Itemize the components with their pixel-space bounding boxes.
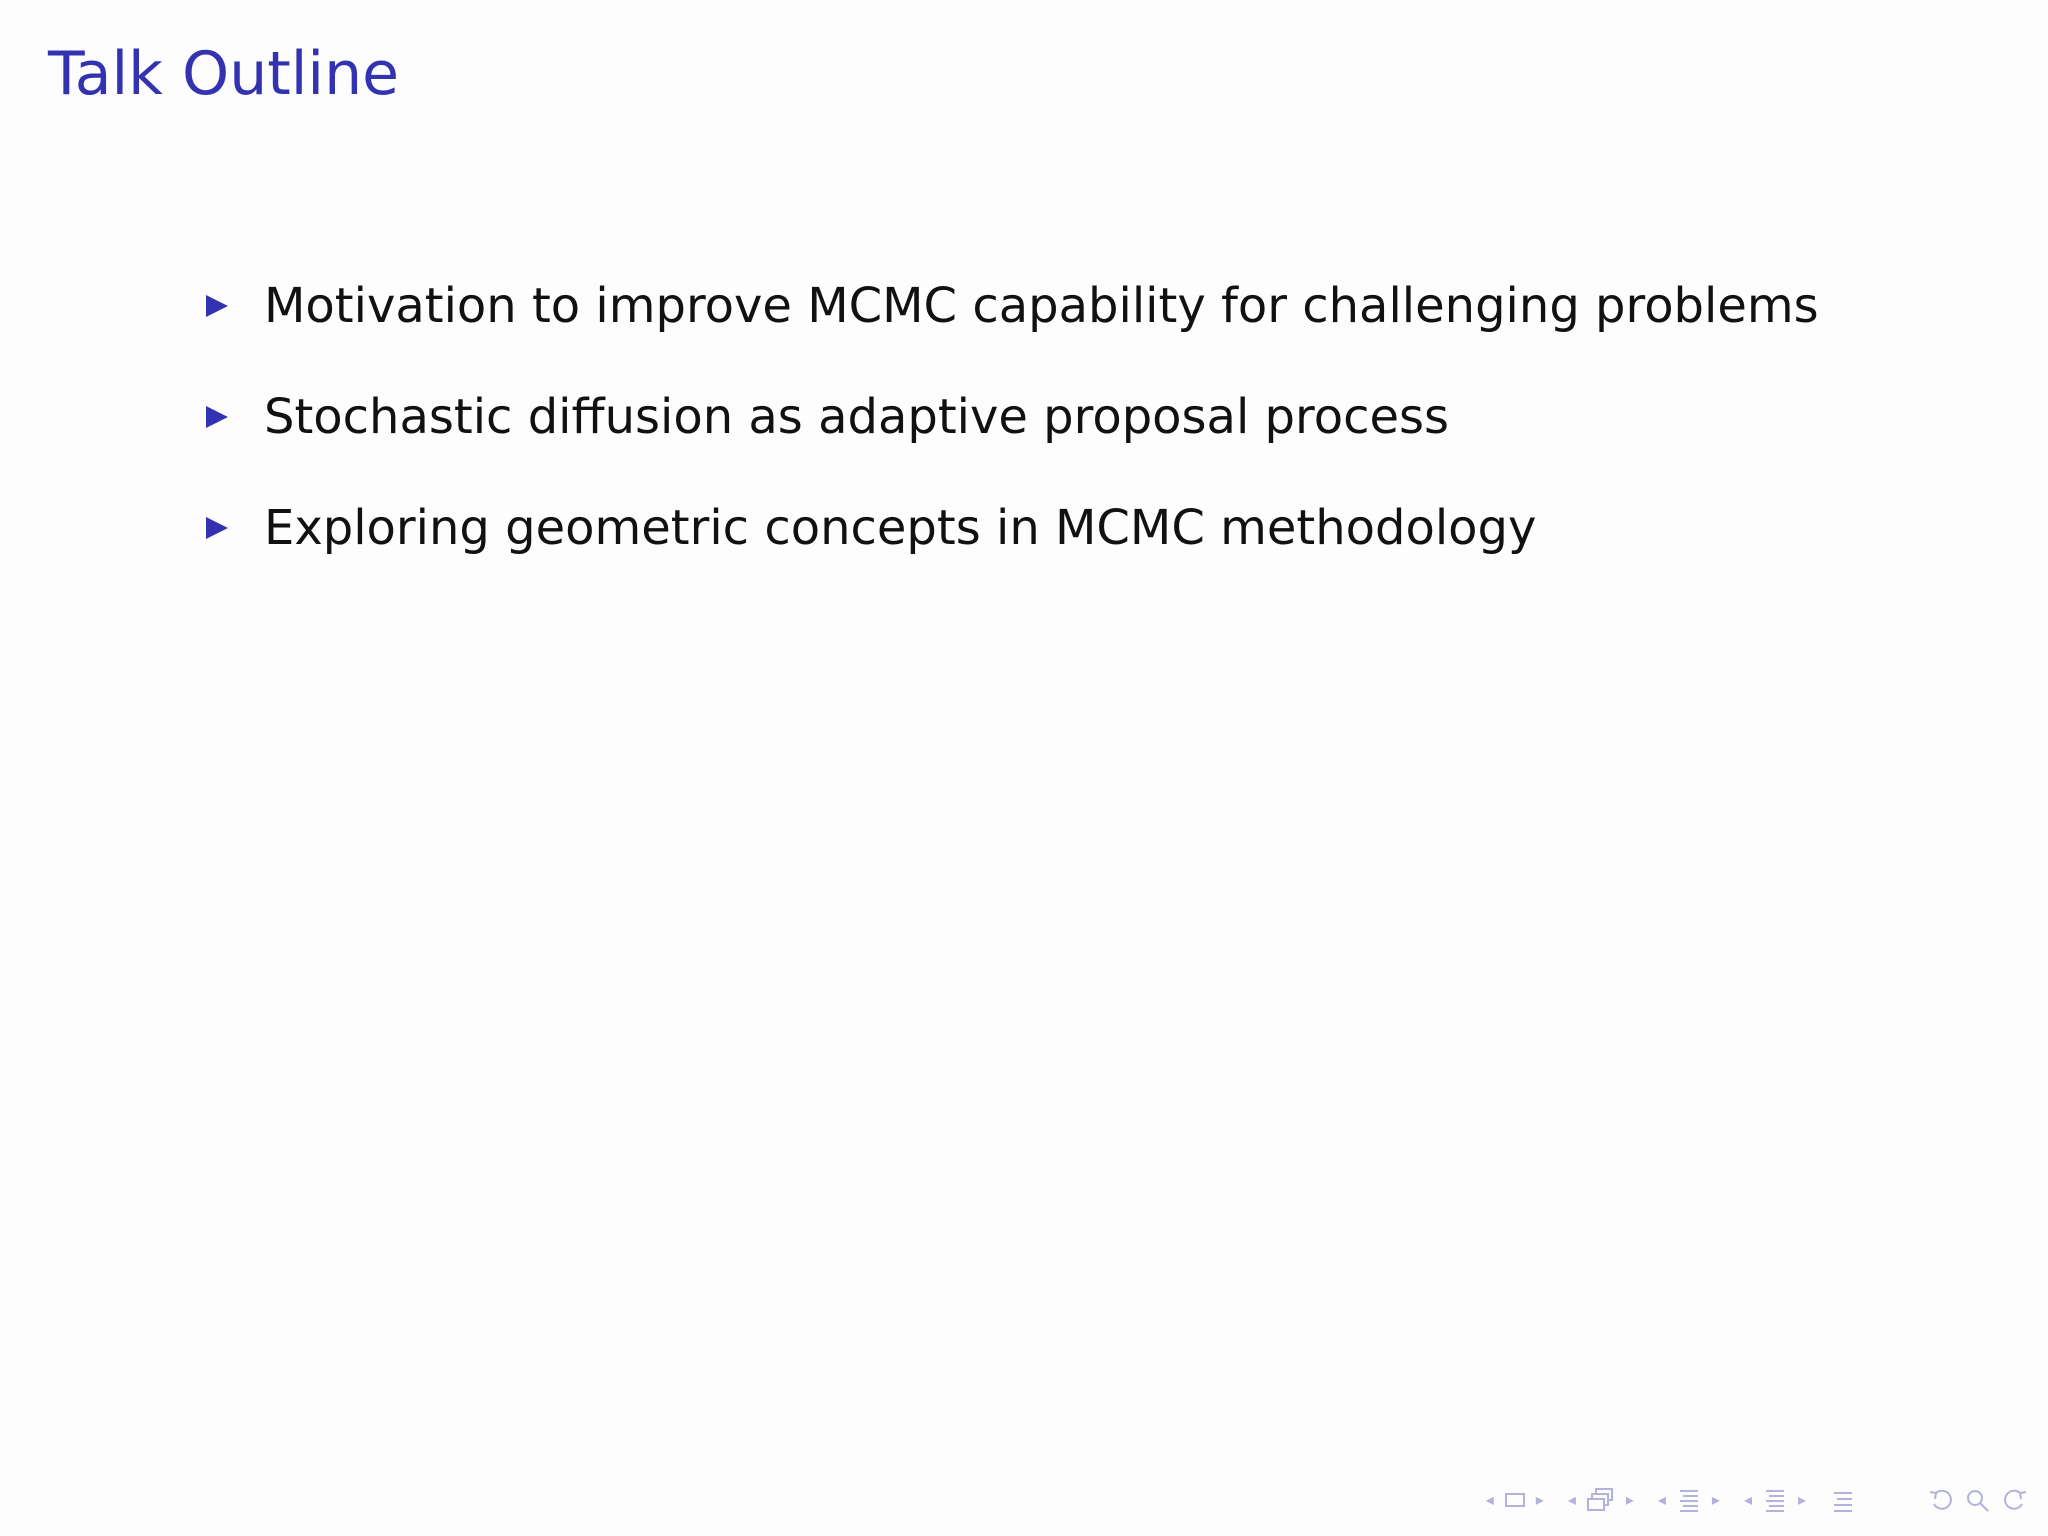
subsection-nav-group [1568,1487,1634,1513]
frame-nav-icon[interactable] [1504,1491,1526,1509]
forward-icon[interactable] [2000,1487,2028,1513]
triangle-bullet-icon [206,406,228,428]
outline-item [206,497,1819,559]
previous-document-arrow-icon[interactable]: ◂ [1743,1490,1752,1509]
outline-item-text: Stochastic diffusion as adaptive proposal process [264,389,1449,445]
frame-nav-group [1486,1491,1544,1509]
triangle-bullet-icon [206,295,228,317]
document-nav-group [1744,1487,1806,1513]
frame-title: Talk Outline [48,39,400,109]
beamer-navigation-bar [1486,1480,2028,1520]
appendix-nav-icon[interactable] [1830,1487,1856,1513]
section-nav-icon[interactable] [1676,1487,1702,1513]
next-section-arrow-icon[interactable]: ▸ [1711,1490,1720,1509]
appendix-nav-group [1830,1487,1856,1513]
previous-section-arrow-icon[interactable]: ◂ [1657,1490,1666,1509]
section-nav-group [1658,1487,1720,1513]
nav-tools-group [1928,1487,2028,1513]
outline-item-text: Motivation to improve MCMC capability for challenging problems [264,278,1819,334]
subsection-nav-icon[interactable] [1586,1487,1616,1513]
outline-list [206,275,1819,608]
outline-item [206,275,1819,337]
outline-item-text: Exploring geometric concepts in MCMC methodology [264,500,1537,556]
triangle-bullet-icon [206,517,228,539]
next-document-arrow-icon[interactable]: ▸ [1797,1490,1806,1509]
outline-item [206,386,1819,448]
back-icon[interactable] [1928,1487,1956,1513]
previous-frame-arrow-icon[interactable]: ◂ [1485,1490,1494,1509]
next-subsection-arrow-icon[interactable]: ▸ [1625,1490,1634,1509]
search-icon[interactable] [1964,1487,1992,1513]
previous-subsection-arrow-icon[interactable]: ◂ [1567,1490,1576,1509]
next-frame-arrow-icon[interactable]: ▸ [1535,1490,1544,1509]
document-nav-icon[interactable] [1762,1487,1788,1513]
